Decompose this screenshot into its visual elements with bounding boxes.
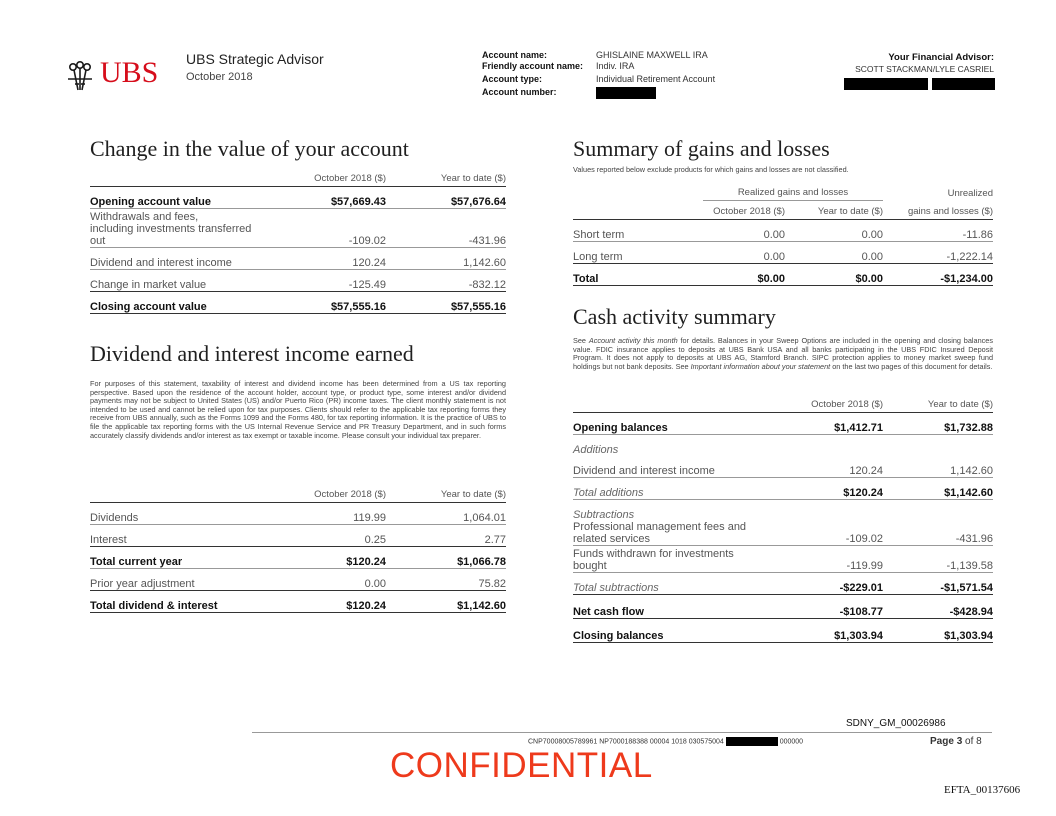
table-row: Dividend and interest income 120.24 1,142.60 bbox=[90, 248, 506, 270]
gains-losses-note: Values reported below exclude products for which gains and losses are not classified. bbox=[573, 165, 849, 174]
tax-disclosure-paragraph: For purposes of this statement, taxability of interest and dividend income has been determined from a US tax reporting perspective. Based upon the residence of the account holder, account type, or product type, some interest and/or dividend payments may not be subject to United States (US) and/or Puerto Rico (PR) income taxes. The client monthly statement is not intended to be used and cannot be relied upon for tax purposes. Clients should refer to the applicable tax reporting forms they receive from UBS annually, such as the Forms 1099 and the Forms 480, for tax reporting information. It is the practice of UBS to file the applicable tax reporting forms with the US Internal Revenue Service and PR Treasury Department, and in such forms accurately classify dividends and/or interest as tax exempt or taxable income. Please consult your individual tax preparer. bbox=[90, 379, 506, 440]
control-number-redaction bbox=[726, 737, 778, 746]
statement-period: October 2018 bbox=[186, 71, 253, 83]
col-header-month: October 2018 ($) bbox=[811, 399, 883, 410]
table-row: Total $0.00 $0.00 -$1,234.00 bbox=[573, 264, 993, 286]
table-row: Subtractions bbox=[573, 500, 993, 522]
cash-activity-note: See Account activity this month for details. Balances in your Sweep Options are included in the opening and closing balances value. FDIC insurance applies to deposits at UBS Bank USA and all banks participating in the UBS FDIC Insured Deposit Program. It does not apply to deposits at UBS AG, Stamford Branch. SIPC protection applies to money market sweep fund holdings but not bank deposits. See Important information about your statement on the last two pages of this document for details. bbox=[573, 336, 993, 371]
table-row: Total additions $120.24 $1,142.60 bbox=[573, 478, 993, 500]
page-indicator: Page 3 of 8 bbox=[930, 736, 982, 747]
cash-activity-title: Cash activity summary bbox=[573, 304, 776, 329]
financial-advisor-names: SCOTT STACKMAN/LYLE CASRIEL bbox=[855, 64, 994, 74]
col-header-month: October 2018 ($) bbox=[314, 173, 386, 184]
table-row: Short term 0.00 0.00 -11.86 bbox=[573, 220, 993, 242]
change-in-value-table bbox=[90, 168, 506, 314]
dividend-interest-table bbox=[90, 484, 506, 613]
gains-losses-table bbox=[573, 182, 993, 286]
table-row: Prior year adjustment 0.00 75.82 bbox=[90, 569, 506, 591]
col-header-ytd: Year to date ($) bbox=[440, 173, 506, 184]
ubs-logo-text: UBS bbox=[100, 56, 159, 89]
friendly-account-name-label: Friendly account name: bbox=[482, 61, 584, 71]
advisor-redaction-1 bbox=[844, 78, 928, 90]
realized-header: Realized gains and losses bbox=[703, 182, 883, 201]
table-row: Long term 0.00 0.00 -1,222.14 bbox=[573, 242, 993, 264]
table-row: Total current year $120.24 $1,066.78 bbox=[90, 547, 506, 569]
account-type-value: Individual Retirement Account bbox=[596, 74, 716, 84]
product-name: UBS Strategic Advisor bbox=[186, 51, 324, 67]
account-number-label: Account number: bbox=[482, 87, 557, 97]
advisor-redaction-2 bbox=[932, 78, 995, 90]
footer-divider bbox=[252, 732, 992, 733]
financial-advisor-title: Your Financial Advisor: bbox=[888, 52, 994, 63]
table-row: Closing account value $57,555.16 $57,555.16 bbox=[90, 292, 506, 314]
change-in-value-title: Change in the value of your account bbox=[90, 136, 409, 161]
table-row: Additions bbox=[573, 435, 993, 457]
table-row: Change in market value -125.49 -832.12 bbox=[90, 270, 506, 292]
table-row: Dividends 119.99 1,064.01 bbox=[90, 503, 506, 525]
cash-activity-table bbox=[573, 394, 993, 643]
table-row: Withdrawals and fees, including investments transferred out -109.02 -431.96 bbox=[90, 209, 506, 248]
confidential-stamp: CONFIDENTIAL bbox=[390, 746, 653, 785]
table-row: Interest 0.25 2.77 bbox=[90, 525, 506, 547]
table-row: Total dividend & interest $120.24 $1,142.60 bbox=[90, 591, 506, 613]
table-row: Net cash flow -$108.77 -$428.94 bbox=[573, 595, 993, 619]
account-name-value: GHISLAINE MAXWELL IRA bbox=[596, 50, 708, 60]
col-header-month: October 2018 ($) bbox=[314, 489, 386, 500]
efta-stamp: EFTA_00137606 bbox=[944, 784, 1021, 796]
table-row: Closing balances $1,303.94 $1,303.94 bbox=[573, 619, 993, 643]
friendly-account-name-value: Indiv. IRA bbox=[596, 61, 635, 71]
col-header-ytd: Year to date ($) bbox=[927, 399, 993, 410]
dividend-interest-title: Dividend and interest income earned bbox=[90, 341, 414, 366]
table-row: Funds withdrawn for investments bought -119.99 -1,139.58 bbox=[573, 546, 993, 573]
gains-losses-title: Summary of gains and losses bbox=[573, 136, 830, 161]
col-header-month: October 2018 ($) bbox=[713, 206, 785, 217]
account-type-label: Account type: bbox=[482, 74, 543, 84]
col-header-ytd: Year to date ($) bbox=[817, 206, 883, 217]
document-control-number: CNP70008005789961 NP7000188388 00004 1018 030575004 000000 bbox=[528, 738, 804, 746]
col-header-unrealized: gains and losses ($) bbox=[907, 206, 993, 217]
col-header-ytd: Year to date ($) bbox=[440, 489, 506, 500]
unrealized-header: Unrealized bbox=[947, 187, 993, 199]
table-row: Professional management fees and related services -109.02 -431.96 bbox=[573, 521, 993, 545]
table-row: Opening account value $57,669.43 $57,676.64 bbox=[90, 187, 506, 209]
table-row: Dividend and interest income 120.24 1,142.60 bbox=[573, 465, 993, 477]
account-name-label: Account name: bbox=[482, 50, 548, 60]
table-row: Opening balances $1,412.71 $1,732.88 bbox=[573, 413, 993, 435]
table-row: Total subtractions -$229.01 -$1,571.54 bbox=[573, 573, 993, 595]
ubs-keys-logo-icon bbox=[64, 60, 96, 92]
account-number-redaction bbox=[596, 87, 656, 99]
bates-stamp: SDNY_GM_00026986 bbox=[846, 718, 946, 729]
